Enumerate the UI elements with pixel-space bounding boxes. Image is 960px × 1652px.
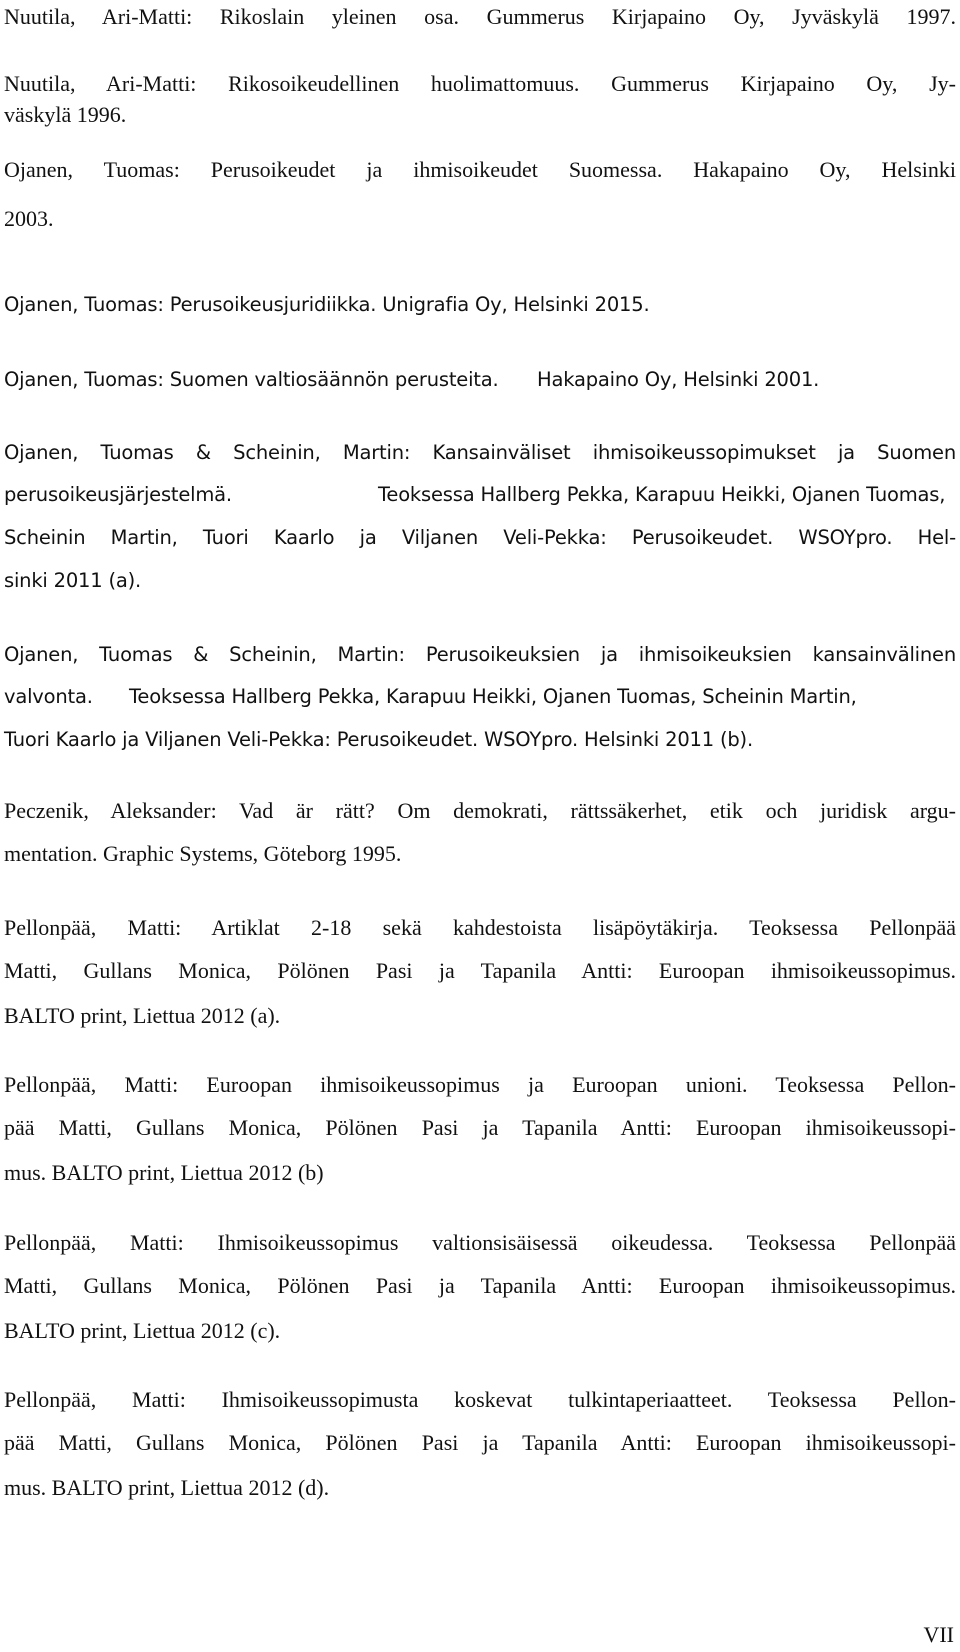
entry-ojanen-2011b-line-2b: Teoksessa Hallberg Pekka, Karapuu Heikki, Ojanen Tuomas, Scheinin Martin, xyxy=(129,685,857,708)
entry-pellonpaa-2012c-line-3: BALTO print, Liettua 2012 (c). xyxy=(4,1318,281,1343)
entry-pellonpaa-2012b-line-2: pää Matti, Gullans Monica, Pölönen Pasi ja Tapanila Antti: Euroopan ihmisoikeussopi- xyxy=(4,1115,956,1140)
entry-ojanen-2001-part-1: Ojanen, Tuomas: Suomen valtiosäännön perusteita. xyxy=(4,368,499,391)
entry-pellonpaa-2012a-line-3: BALTO print, Liettua 2012 (a). xyxy=(4,1003,281,1028)
entry-ojanen-2011b-line-2a: valvonta. xyxy=(4,685,93,708)
entry-ojanen-2011a-line-2a: perusoikeusjärjestelmä. xyxy=(4,483,232,506)
entry-ojanen-2003-line-2: 2003. xyxy=(4,206,54,231)
entry-pellonpaa-2012c-line-1: Pellonpää, Matti: Ihmisoikeussopimus valtionsisäisessä oikeudessa. Teoksessa Pellonpää xyxy=(4,1230,956,1255)
entry-pellonpaa-2012d-line-2: pää Matti, Gullans Monica, Pölönen Pasi ja Tapanila Antti: Euroopan ihmisoikeussopi- xyxy=(4,1430,956,1455)
entry-peczenik-line-2: mentation. Graphic Systems, Göteborg 1995. xyxy=(4,841,402,866)
entry-ojanen-2011a-line-3: Scheinin Martin, Tuori Kaarlo ja Viljanen Veli-Pekka: Perusoikeudet. WSOYpro. Hel- xyxy=(4,526,956,549)
entry-ojanen-2011a-line-4: sinki 2011 (a). xyxy=(4,569,142,592)
entry-pellonpaa-2012c-line-2: Matti, Gullans Monica, Pölönen Pasi ja Tapanila Antti: Euroopan ihmisoikeussopimus. xyxy=(4,1273,956,1298)
entry-nuutila-1996-line-2: väskylä 1996. xyxy=(4,102,127,127)
page-number: VII xyxy=(923,1622,954,1647)
entry-ojanen-2001-part-2: Hakapaino Oy, Helsinki 2001. xyxy=(537,368,820,391)
entry-pellonpaa-2012d-line-1: Pellonpää, Matti: Ihmisoikeussopimusta koskevat tulkintaperiaatteet. Teoksessa Pellon- xyxy=(4,1387,956,1412)
entry-ojanen-2011a-line-1: Ojanen, Tuomas & Scheinin, Martin: Kansainväliset ihmisoikeussopimukset ja Suomen xyxy=(4,441,956,464)
entry-pellonpaa-2012d-line-3: mus. BALTO print, Liettua 2012 (d). xyxy=(4,1475,330,1500)
entry-ojanen-2015-line-1: Ojanen, Tuomas: Perusoikeusjuridiikka. Unigrafia Oy, Helsinki 2015. xyxy=(4,293,650,316)
entry-nuutila-1996-line-1: Nuutila, Ari-Matti: Rikosoikeudellinen huolimattomuus. Gummerus Kirjapaino Oy, Jy- xyxy=(4,71,956,96)
entry-pellonpaa-2012b-line-1: Pellonpää, Matti: Euroopan ihmisoikeussopimus ja Euroopan unioni. Teoksessa Pellon- xyxy=(4,1072,956,1097)
entry-pellonpaa-2012b-line-3: mus. BALTO print, Liettua 2012 (b) xyxy=(4,1160,324,1185)
entry-ojanen-2011b-line-3: Tuori Kaarlo ja Viljanen Veli-Pekka: Perusoikeudet. WSOYpro. Helsinki 2011 (b). xyxy=(4,728,753,751)
entry-peczenik-line-1: Peczenik, Aleksander: Vad är rätt? Om demokrati, rättssäkerhet, etik och juridisk argu- xyxy=(4,798,956,823)
entry-ojanen-2011b-line-1: Ojanen, Tuomas & Scheinin, Martin: Perusoikeuksien ja ihmisoikeuksien kansainvälinen xyxy=(4,643,956,666)
entry-pellonpaa-2012a-line-1: Pellonpää, Matti: Artiklat 2-18 sekä kahdestoista lisäpöytäkirja. Teoksessa Pellonpää xyxy=(4,915,956,940)
entry-ojanen-2011a-line-2b: Teoksessa Hallberg Pekka, Karapuu Heikki, Ojanen Tuomas, xyxy=(378,483,946,506)
entry-ojanen-2003-line-1: Ojanen, Tuomas: Perusoikeudet ja ihmisoikeudet Suomessa. Hakapaino Oy, Helsinki xyxy=(4,157,956,182)
entry-pellonpaa-2012a-line-2: Matti, Gullans Monica, Pölönen Pasi ja Tapanila Antti: Euroopan ihmisoikeussopimus. xyxy=(4,958,956,983)
entry-nuutila-1997-line-1: Nuutila, Ari-Matti: Rikoslain yleinen osa. Gummerus Kirjapaino Oy, Jyväskylä 1997. xyxy=(4,4,956,29)
